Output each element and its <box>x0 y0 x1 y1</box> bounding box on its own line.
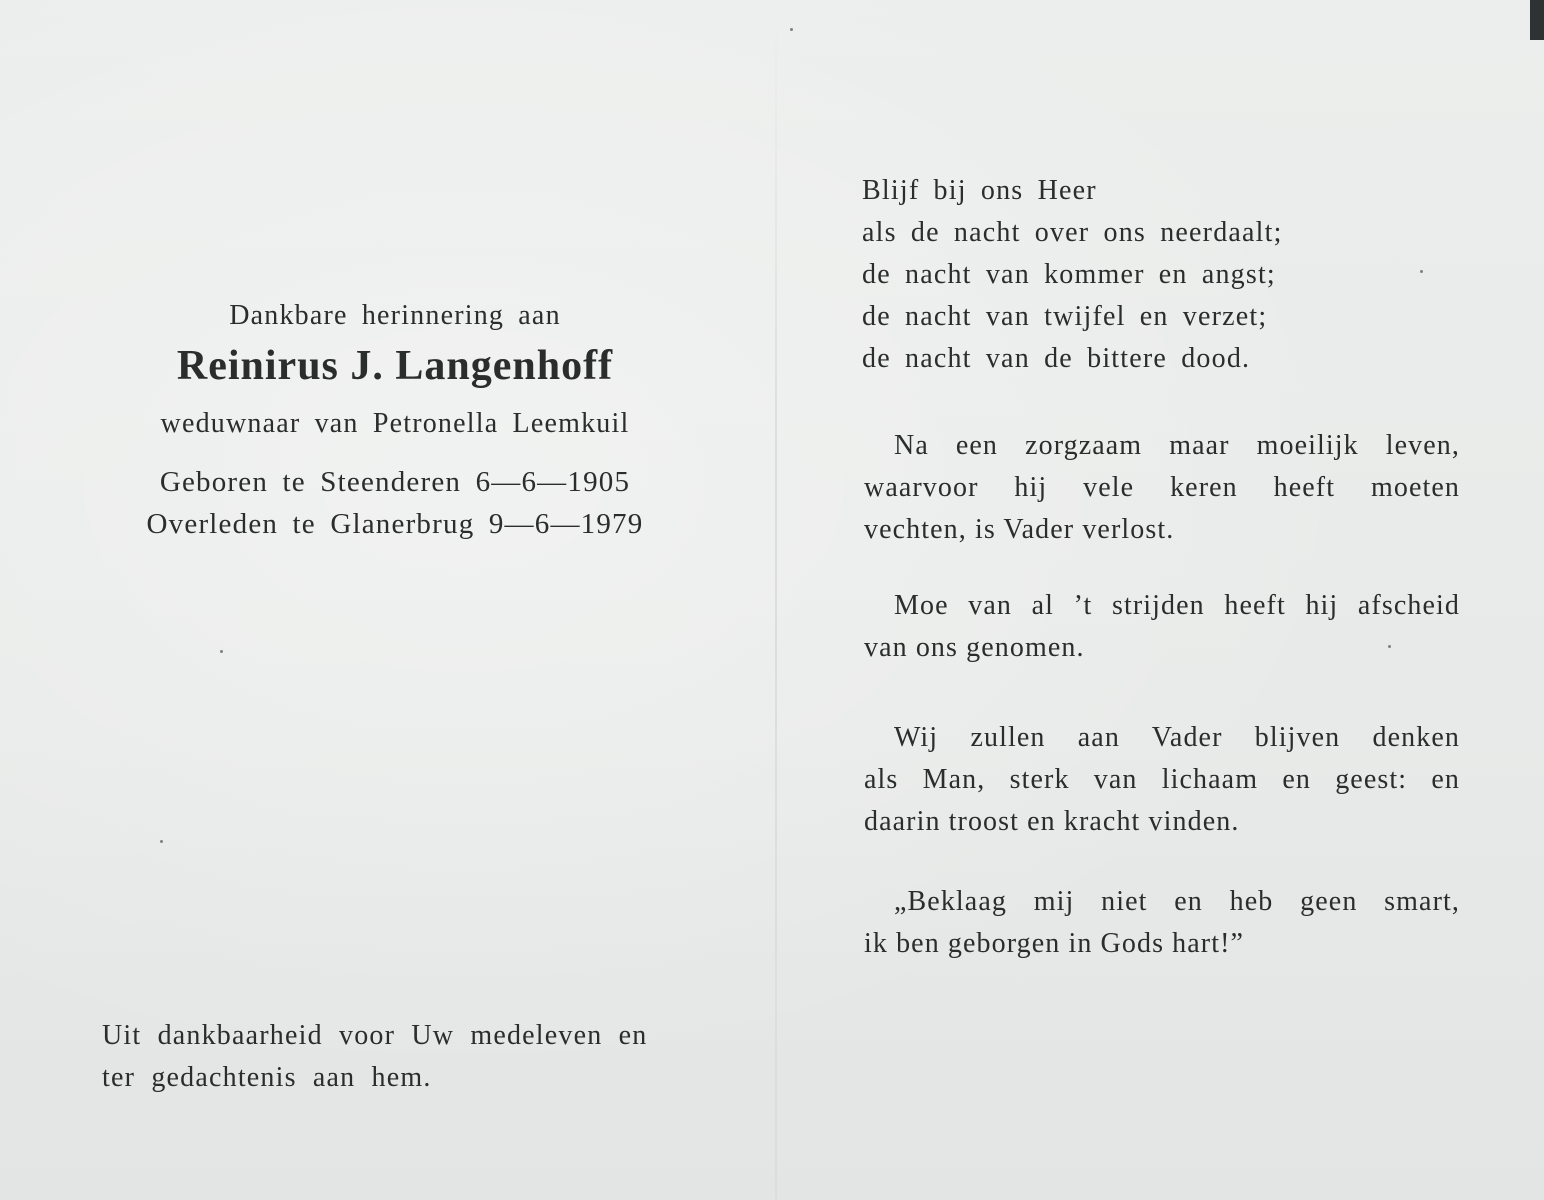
prose-line: ik ben geborgen in Gods hart!” <box>864 928 1245 959</box>
prose-line: als Man, sterk van lichaam en geest: en <box>864 764 1460 795</box>
intro-text: Dankbare herinnering aan <box>229 300 561 331</box>
poem-line: de nacht van kommer en angst; <box>862 259 1276 290</box>
life-dates <box>120 466 670 550</box>
scan-speck <box>1388 645 1391 648</box>
poem-line: als de nacht over ons neerdaalt; <box>862 217 1283 248</box>
thanks-line-2: ter gedachtenis aan hem. <box>102 1062 432 1093</box>
prose-line: „Beklaag mij niet en heb geen smart, <box>894 886 1460 917</box>
prayer-poem <box>862 175 1462 385</box>
card-fold-line <box>775 0 777 1200</box>
paragraph-farewell <box>864 590 1460 674</box>
scan-speck <box>220 650 223 653</box>
widower-text: weduwnaar van Petronella Leemkuil <box>160 408 630 439</box>
thanks-line-1: Uit dankbaarheid voor Uw medeleven en <box>102 1020 648 1051</box>
poem-line: Blijf bij ons Heer <box>862 175 1097 206</box>
prose-line: daarin troost en kracht vinden. <box>864 806 1240 837</box>
prose-line: Na een zorgzaam maar moeilijk leven, <box>894 430 1460 461</box>
prose-line: vechten, is Vader verlost. <box>864 514 1175 545</box>
scan-speck <box>160 840 163 843</box>
death-line: Overleden te Glanerbrug 9—6—1979 <box>146 508 644 540</box>
paragraph-remembrance <box>864 722 1460 848</box>
memorial-heading <box>120 300 670 550</box>
prose-line: Wij zullen aan Vader blijven denken <box>894 722 1460 753</box>
birth-line: Geboren te Steenderen 6—6—1905 <box>159 466 631 498</box>
paragraph-quote <box>864 886 1460 970</box>
scan-speck <box>1420 270 1423 273</box>
poem-line: de nacht van de bittere dood. <box>862 343 1251 374</box>
paragraph-life <box>864 430 1460 556</box>
poem-line: de nacht van twijfel en verzet; <box>862 301 1268 332</box>
prose-line: van ons genomen. <box>864 632 1085 663</box>
deceased-name: Reinirus J. Langenhoff <box>176 343 614 389</box>
prose-line: waarvoor hij vele keren heeft moeten <box>864 472 1460 503</box>
thanks-note <box>102 1020 712 1104</box>
prose-line: Moe van al ’t strijden heeft hij afscheid <box>894 590 1460 621</box>
scan-speck <box>790 28 793 31</box>
scan-edge <box>1530 0 1544 40</box>
